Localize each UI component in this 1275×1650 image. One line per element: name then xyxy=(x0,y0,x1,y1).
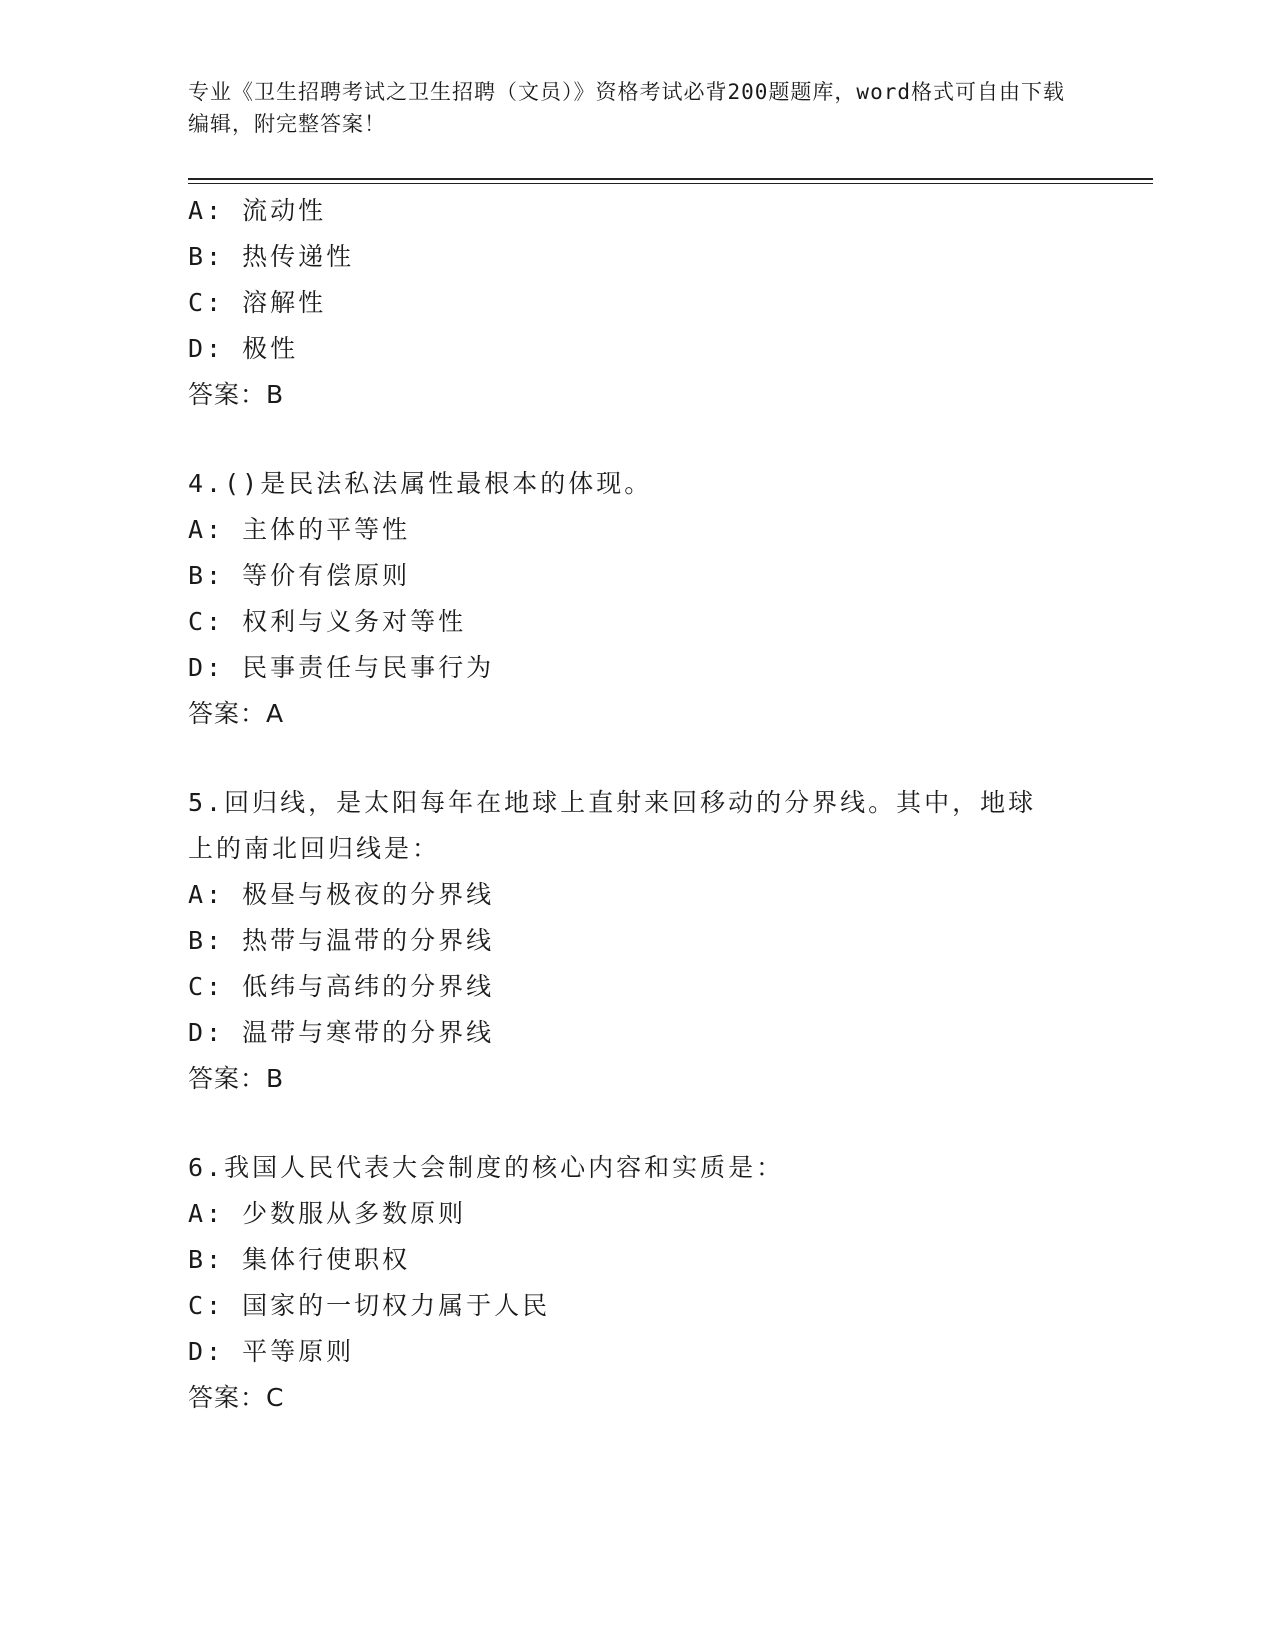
answer-line: 答案：B xyxy=(188,380,285,409)
option-c: C: 低纬与高纬的分界线 xyxy=(188,972,495,1001)
question-text: 6.我国人民代表大会制度的核心内容和实质是： xyxy=(188,1153,785,1182)
option-b: B: 热传递性 xyxy=(188,242,355,271)
question-text-line-1: 5.回归线，是太阳每年在地球上直射来回移动的分界线。其中，地球 xyxy=(188,788,1037,817)
option-b: B: 热带与温带的分界线 xyxy=(188,926,495,955)
option-d: D: 平等原则 xyxy=(188,1337,355,1366)
option-b: B: 集体行使职权 xyxy=(188,1245,411,1274)
answer-line: 答案：A xyxy=(188,699,285,728)
question-list xyxy=(188,188,1088,1421)
answer-line: 答案：B xyxy=(188,1064,285,1093)
option-c: C: 权利与义务对等性 xyxy=(188,607,467,636)
option-a: A: 少数服从多数原则 xyxy=(188,1199,467,1228)
question-5-block xyxy=(188,780,1088,1102)
header-divider-thick xyxy=(188,178,1153,180)
question-3-block xyxy=(188,188,1088,418)
option-d: D: 民事责任与民事行为 xyxy=(188,653,495,682)
option-a: A: 主体的平等性 xyxy=(188,515,411,544)
document-header: 专业《卫生招聘考试之卫生招聘（文员）》资格考试必背200题题库，word格式可自由下载编辑，附完整答案！ xyxy=(188,80,1065,136)
option-d: D: 极性 xyxy=(188,334,299,363)
option-a: A: 极昼与极夜的分界线 xyxy=(188,880,495,909)
question-text: 4.()是民法私法属性最根本的体现。 xyxy=(188,469,653,498)
answer-line: 答案：C xyxy=(188,1383,285,1412)
option-c: C: 国家的一切权力属于人民 xyxy=(188,1291,551,1320)
question-4-block xyxy=(188,461,1088,737)
header-divider-thin xyxy=(188,183,1153,184)
option-a: A: 流动性 xyxy=(188,196,327,225)
question-text-line-2: 上的南北回归线是： xyxy=(188,834,441,863)
question-6-block xyxy=(188,1145,1088,1421)
option-b: B: 等价有偿原则 xyxy=(188,561,411,590)
option-d: D: 温带与寒带的分界线 xyxy=(188,1018,495,1047)
option-c: C: 溶解性 xyxy=(188,288,327,317)
